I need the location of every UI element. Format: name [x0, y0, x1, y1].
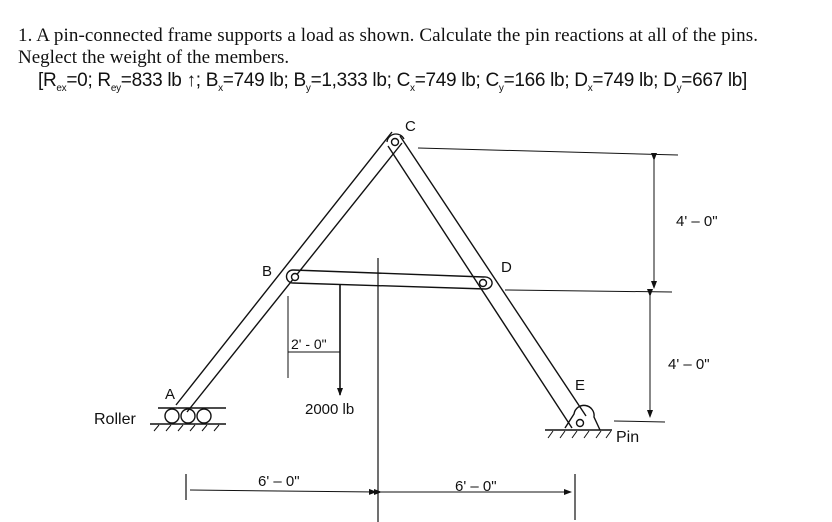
label-dim-height-top: 4' – 0" — [676, 213, 718, 230]
label-dim-base-left: 6' – 0" — [258, 473, 300, 490]
label-dim-base-right: 6' – 0" — [455, 478, 497, 495]
dimension-base — [186, 474, 575, 520]
label-b: B — [262, 263, 273, 280]
label-c: C — [405, 118, 416, 135]
problem-statement-line-2: Neglect the weight of the members. — [18, 47, 290, 68]
answer-item: $R_{ey}=833$ lb ↑; — [97, 70, 201, 94]
label-a: A — [165, 386, 176, 403]
answer-item: $D_x=749$ lb; — [574, 70, 659, 94]
dimension-height — [418, 148, 678, 422]
answer-open-bracket: [ — [38, 70, 43, 91]
label-pin: Pin — [616, 429, 640, 446]
problem-statement-line-1: 1. A pin-connected frame supports a load as shown. Calculate the pin reactions at all of the pins. — [18, 25, 759, 46]
label-roller: Roller — [94, 411, 136, 428]
answer-item: $R_{ex}=0$; — [42, 70, 93, 94]
label-dim-height-bottom: 4' – 0" — [668, 356, 710, 373]
pin-support-e — [545, 405, 612, 438]
answer-item: $D_y=667$ lb] — [663, 70, 748, 94]
answer-item: $C_x=749$ lb; — [396, 70, 481, 94]
answer-item: $B_y=1,333$ lb; — [293, 70, 392, 94]
label-d: D — [501, 259, 512, 276]
answer-item: $B_x=749$ lb; — [205, 70, 289, 94]
pin-d — [480, 280, 487, 287]
answer-item: $C_y=166$ lb; — [485, 70, 570, 94]
pin-b — [292, 274, 299, 281]
label-dim-load: 2' - 0" — [291, 336, 327, 352]
member-bd — [287, 270, 493, 289]
label-e: E — [575, 377, 586, 394]
label-load: 2000 lb — [305, 401, 355, 418]
